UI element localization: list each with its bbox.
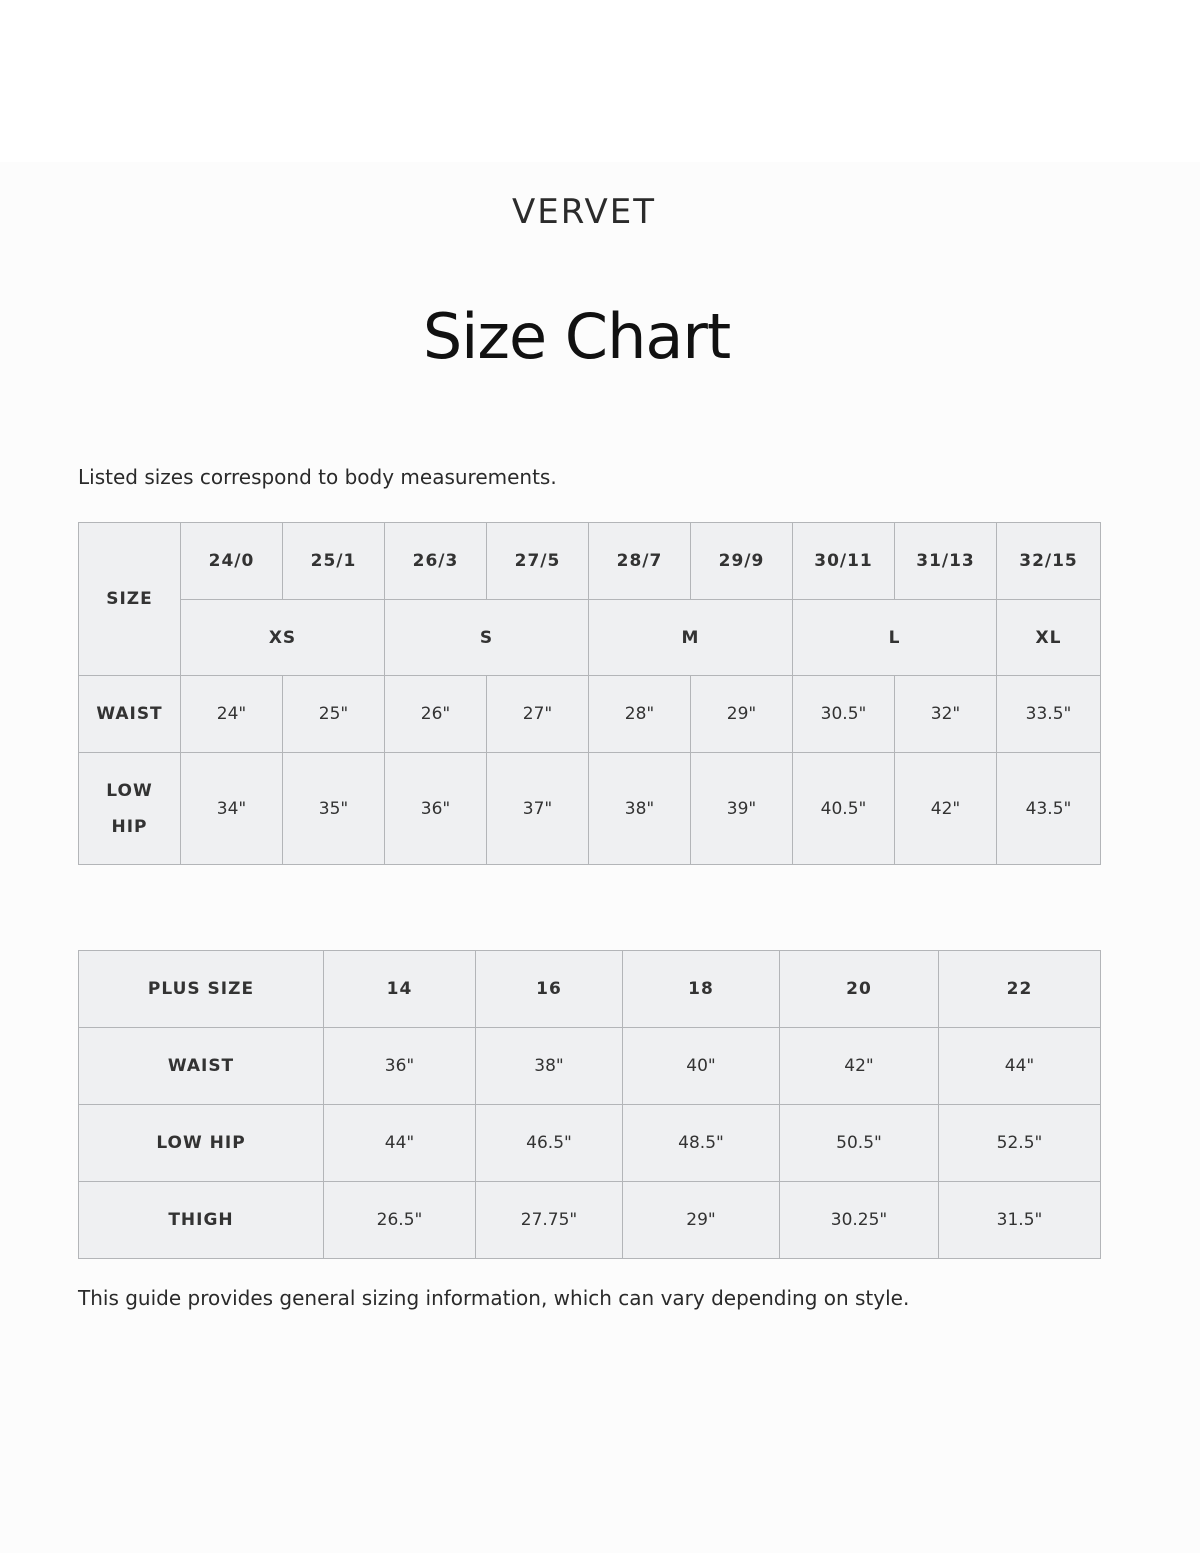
- plus-low-hip-cell: 52.5": [939, 1105, 1101, 1182]
- numeric-size-cell: 24/0: [181, 523, 283, 600]
- plus-waist-cell: 38": [476, 1028, 623, 1105]
- low-hip-label-line1: LOW: [106, 780, 153, 801]
- waist-cell: 25": [283, 676, 385, 753]
- letter-size-cell: L: [793, 600, 997, 676]
- table-row: [79, 676, 1101, 753]
- waist-cell: 30.5": [793, 676, 895, 753]
- table-row: [79, 951, 1101, 1028]
- numeric-size-cell: 29/9: [691, 523, 793, 600]
- plus-waist-cell: 36": [324, 1028, 476, 1105]
- waist-cell: 24": [181, 676, 283, 753]
- plus-low-hip-cell: 48.5": [623, 1105, 780, 1182]
- plus-low-hip-cell: 46.5": [476, 1105, 623, 1182]
- low-hip-cell: 36": [385, 753, 487, 865]
- low-hip-label-line2: HIP: [111, 816, 148, 837]
- plus-thigh-cell: 27.75": [476, 1182, 623, 1259]
- letter-size-cell: XL: [997, 600, 1101, 676]
- plus-size-table: [78, 950, 1101, 1259]
- size-row-label: SIZE: [79, 523, 181, 676]
- page-title: Size Chart: [422, 300, 731, 373]
- table-row: [79, 523, 1101, 600]
- waist-cell: 32": [895, 676, 997, 753]
- table-row: [79, 753, 1101, 865]
- waist-cell: 29": [691, 676, 793, 753]
- letter-size-cell: XS: [181, 600, 385, 676]
- brand-logo: VERVET: [511, 192, 656, 232]
- low-hip-cell: 38": [589, 753, 691, 865]
- numeric-size-cell: 25/1: [283, 523, 385, 600]
- plus-thigh-cell: 26.5": [324, 1182, 476, 1259]
- letter-size-cell: S: [385, 600, 589, 676]
- numeric-size-cell: 28/7: [589, 523, 691, 600]
- plus-low-hip-cell: 50.5": [780, 1105, 939, 1182]
- low-hip-cell: 42": [895, 753, 997, 865]
- numeric-size-cell: 32/15: [997, 523, 1101, 600]
- plus-size-cell: 20: [780, 951, 939, 1028]
- waist-cell: 27": [487, 676, 589, 753]
- plus-waist-cell: 42": [780, 1028, 939, 1105]
- table-row: [79, 1028, 1101, 1105]
- plus-waist-row-label: WAIST: [79, 1028, 324, 1105]
- table-row: [79, 1105, 1101, 1182]
- plus-thigh-cell: 30.25": [780, 1182, 939, 1259]
- plus-thigh-row-label: THIGH: [79, 1182, 324, 1259]
- plus-size-header-label: PLUS SIZE: [79, 951, 324, 1028]
- low-hip-cell: 39": [691, 753, 793, 865]
- low-hip-row-label: [79, 753, 181, 865]
- table-row: [79, 600, 1101, 676]
- plus-size-cell: 16: [476, 951, 623, 1028]
- plus-size-cell: 14: [324, 951, 476, 1028]
- plus-thigh-cell: 31.5": [939, 1182, 1101, 1259]
- intro-text: Listed sizes correspond to body measurements.: [78, 465, 557, 489]
- numeric-size-cell: 27/5: [487, 523, 589, 600]
- waist-cell: 28": [589, 676, 691, 753]
- low-hip-cell: 43.5": [997, 753, 1101, 865]
- plus-size-cell: 22: [939, 951, 1101, 1028]
- low-hip-cell: 37": [487, 753, 589, 865]
- footer-note: This guide provides general sizing information, which can vary depending on style.: [78, 1286, 910, 1310]
- waist-cell: 33.5": [997, 676, 1101, 753]
- plus-low-hip-row-label: LOW HIP: [79, 1105, 324, 1182]
- plus-low-hip-cell: 44": [324, 1105, 476, 1182]
- plus-size-cell: 18: [623, 951, 780, 1028]
- table-row: [79, 1182, 1101, 1259]
- plus-waist-cell: 40": [623, 1028, 780, 1105]
- low-hip-cell: 35": [283, 753, 385, 865]
- plus-waist-cell: 44": [939, 1028, 1101, 1105]
- low-hip-cell: 34": [181, 753, 283, 865]
- numeric-size-cell: 26/3: [385, 523, 487, 600]
- size-table: [78, 522, 1101, 865]
- low-hip-cell: 40.5": [793, 753, 895, 865]
- waist-row-label: WAIST: [79, 676, 181, 753]
- waist-cell: 26": [385, 676, 487, 753]
- numeric-size-cell: 30/11: [793, 523, 895, 600]
- letter-size-cell: M: [589, 600, 793, 676]
- numeric-size-cell: 31/13: [895, 523, 997, 600]
- plus-thigh-cell: 29": [623, 1182, 780, 1259]
